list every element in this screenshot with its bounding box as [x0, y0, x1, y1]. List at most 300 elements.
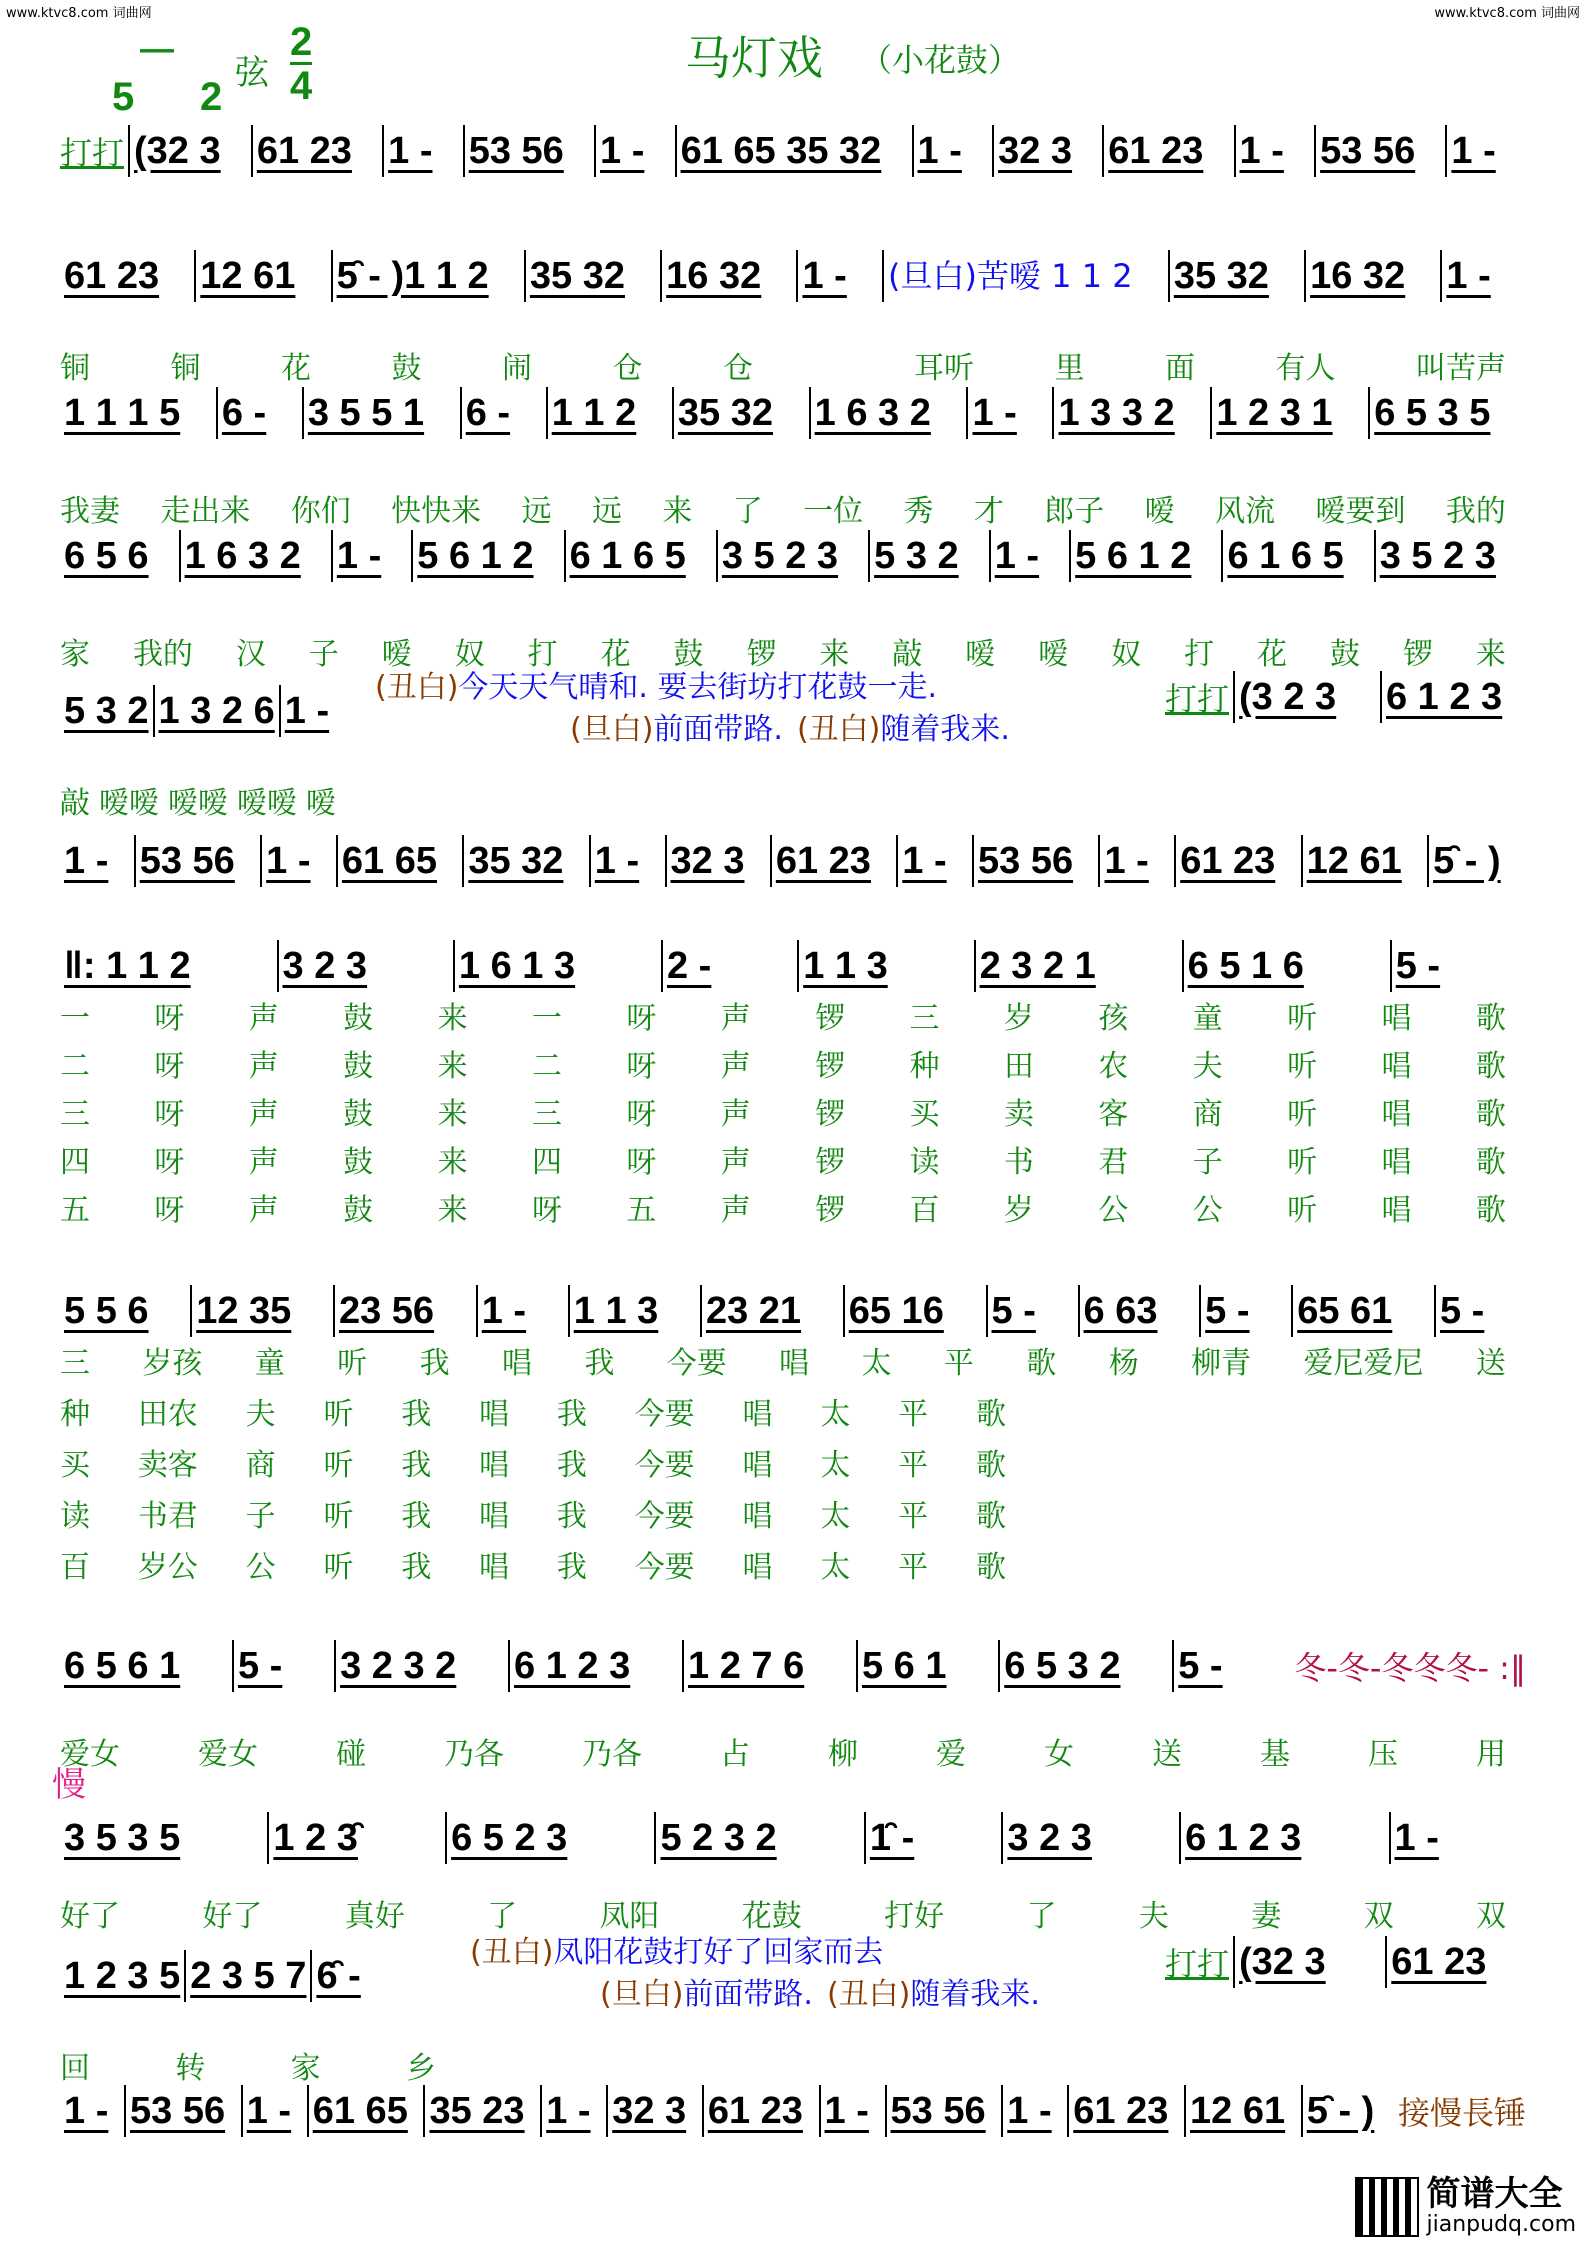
lyric-word: 面 [1165, 351, 1195, 386]
lyric-word: 我的 [132, 637, 193, 672]
lyric-word: 君 [1098, 1145, 1129, 1180]
spoken-cue-measure: (旦白)苦嗳 1 1 2 [882, 250, 1168, 302]
lyric-word: 奴 [454, 637, 485, 672]
measure: 1 1 2 [546, 387, 672, 439]
measure: 1 3 3 2 [1052, 387, 1210, 439]
lyric-word: 今要 [634, 1397, 695, 1432]
lyrics-line [60, 2052, 436, 2086]
dialog-line [570, 713, 1024, 747]
lyric-word: 听 [323, 1550, 354, 1585]
measure: 53 56 [134, 835, 260, 887]
measure: 61 65 [336, 835, 462, 887]
lyric-word: 呀 [626, 1049, 657, 1084]
lyric-word: 声 [720, 1193, 751, 1228]
speaker-label: (丑白) [796, 712, 881, 747]
lyric-word: 听 [1287, 1097, 1318, 1132]
lyric-word: 好了 [60, 1899, 120, 1934]
time-signature-denominator: 4 [290, 64, 313, 108]
measure: 1 - [64, 2090, 109, 2132]
lyric-word: 听 [1287, 1145, 1318, 1180]
dialog-text: 凤阳花鼓打好了回家而去 [553, 1935, 884, 1970]
lyric-word: 杨 [1108, 1346, 1139, 1381]
notation-row [60, 530, 1526, 582]
lyric-word: 唱 [479, 1499, 510, 1534]
lyric-word: 唱 [742, 1448, 773, 1483]
lyrics-line [60, 1551, 1006, 1585]
measure: 1 - [1389, 1812, 1527, 1864]
measure: 1 - [476, 1285, 568, 1337]
measure: 35 32 [462, 835, 588, 887]
lyric-word: 一 [60, 1001, 90, 1036]
lyric-word: 奴 [1111, 637, 1142, 672]
measure: 1 6 3 2 [809, 387, 967, 439]
lyric-word: 里 [1054, 351, 1085, 386]
lyric-word: 夫 [1192, 1049, 1223, 1084]
measure: 5 6 1 2 [411, 530, 563, 582]
lyric-word: 听 [1287, 1049, 1318, 1084]
measure: 53 56 [1314, 125, 1445, 177]
lyric-word: 乡 [405, 2051, 436, 2086]
lyric-word: 锣 [815, 1049, 846, 1084]
tuning-note-a: 5 [112, 75, 135, 119]
notation-row [60, 2085, 1526, 2137]
lyric-word: 听 [323, 1448, 354, 1483]
measure: 1 - [989, 530, 1069, 582]
measure: (3 2 3 [1233, 671, 1380, 723]
lyric-word: 锣 [815, 1145, 846, 1180]
lyric-word: 唱 [742, 1550, 773, 1585]
lyric-word: 家 [60, 637, 90, 672]
lyric-word: 平 [898, 1397, 929, 1432]
lyric-word: 嗳 [965, 637, 996, 672]
dialog-text: 随着我来. [910, 1977, 1040, 2012]
lyric-word: 公 [1098, 1193, 1129, 1228]
notation-row [60, 685, 333, 737]
notation-row [60, 1950, 365, 2002]
measure: 61 65 35 32 [675, 125, 912, 177]
measure: 6 1 2 3 [508, 1640, 682, 1692]
measure: 61 65 [307, 2085, 424, 2137]
lyric-word: 客 [1098, 1097, 1129, 1132]
lyric-word: 真好 [344, 1899, 405, 1934]
notation-row [60, 250, 1526, 302]
notation-row [60, 940, 1526, 992]
lyric-word: 唱 [742, 1397, 773, 1432]
lyric-word: 打 [527, 637, 558, 672]
lyric-word: 双 [1363, 1899, 1394, 1934]
lyric-word: 碰 [336, 1737, 366, 1772]
lyric-word: 打好 [884, 1899, 945, 1934]
lyric-word: 嗳嗳 [237, 786, 297, 821]
measure: 6 5 2 3 [445, 1812, 654, 1864]
lyric-word: 平 [898, 1550, 929, 1585]
lyric-word: 爱尼爱尼 [1303, 1346, 1424, 1381]
speaker-label: (丑白) [375, 670, 459, 705]
lyric-word: 鼓 [343, 1193, 374, 1228]
measure: 35 32 [524, 250, 660, 302]
measure: 6 - [216, 387, 302, 439]
lyrics-line [60, 1050, 1506, 1084]
measure: 1 - [279, 685, 333, 737]
lyric-word: 唱 [742, 1499, 773, 1534]
lyric-word: 卖 [1003, 1097, 1034, 1132]
measure: 6 5 3 2 [998, 1640, 1172, 1692]
lyric-word: 嗳 [1038, 637, 1069, 672]
lyric-word: 我 [401, 1448, 432, 1483]
measure: 6 1 2 3 [1179, 1812, 1388, 1864]
lyric-word: 打 [1184, 637, 1215, 672]
lyric-word: 歌 [1475, 1193, 1506, 1228]
lyric-word: 唱 [479, 1550, 510, 1585]
measure: 1 - [896, 835, 972, 887]
lyric-word: 卖客 [137, 1448, 198, 1483]
lyric-word: 童 [1192, 1001, 1223, 1036]
measure: 61 23 [1385, 1936, 1546, 1988]
measure: 53 56 [972, 835, 1098, 887]
lyric-word: 平 [898, 1448, 929, 1483]
lyric-word: 岁孩 [142, 1346, 203, 1381]
lyrics-line [60, 1900, 1506, 1934]
lyric-word: 敲 [892, 637, 923, 672]
lyric-word: 百 [60, 1550, 90, 1585]
lyric-word: 唱 [1381, 1145, 1412, 1180]
lyrics-line [60, 1098, 1506, 1132]
lyric-word: 嗳 [306, 786, 336, 821]
measure: 3 2 3 [1001, 1812, 1179, 1864]
string-label: 弦 [235, 54, 269, 92]
lyric-word: 一 [531, 1001, 562, 1036]
lyric-word: 声 [248, 1049, 279, 1084]
lyric-word: 种 [909, 1049, 940, 1084]
notation-row [60, 1812, 1526, 1864]
lyric-word: 叫苦声 [1416, 351, 1506, 386]
measure: 1 - [540, 2085, 606, 2137]
lyric-word: 花 [1257, 637, 1287, 672]
lyric-word: 锣 [815, 1001, 846, 1036]
lyric-word: 商 [1192, 1097, 1223, 1132]
measure: 32 3 [992, 125, 1102, 177]
measure: 6 1 6 5 [1221, 530, 1373, 582]
measure: 61 23 [1067, 2085, 1184, 2137]
measure: 5 3 2 [868, 530, 989, 582]
measure: 35 32 [1168, 250, 1304, 302]
lyric-word: 铜 [170, 351, 201, 386]
lyric-word: 百 [909, 1193, 940, 1228]
lyric-word: 平 [943, 1346, 974, 1381]
lyric-word: 四 [60, 1145, 90, 1180]
measure: 5 5 6 [64, 1290, 149, 1332]
measure: 3 5 2 3 [1374, 530, 1526, 582]
lyric-word: 太 [820, 1448, 851, 1483]
lyric-word: 三 [60, 1346, 90, 1381]
lyric-word: 我 [556, 1550, 587, 1585]
lyric-word: 有人 [1275, 351, 1336, 386]
lyric-word: 我 [556, 1397, 587, 1432]
lyric-word: 三 [60, 1097, 90, 1132]
lyric-word: 今要 [634, 1448, 695, 1483]
lyric-word: 听 [1287, 1001, 1318, 1036]
lyric-word: 今要 [634, 1499, 695, 1534]
lyric-word: 乃各 [444, 1737, 504, 1772]
lyric-word: 鼓 [343, 1049, 374, 1084]
measure: 5 - [1172, 1640, 1274, 1692]
measure: 1 - [594, 125, 675, 177]
measure: 5 - [1390, 940, 1526, 992]
lyric-word: 太 [861, 1346, 892, 1381]
lyric-word: 嗳 [381, 637, 412, 672]
lyric-word: 嗳嗳 [99, 786, 159, 821]
lyric-word: 岁 [1003, 1193, 1034, 1228]
measure: 6 5 6 [64, 535, 149, 577]
lyric-word: 歌 [1475, 1049, 1506, 1084]
measure: 12 35 [190, 1285, 333, 1337]
site-logo [1355, 2176, 1576, 2237]
dialog-text: 前面带路. [653, 712, 783, 747]
lyric-word: 仓 [612, 351, 643, 386]
lyric-word: 呀 [626, 1097, 657, 1132]
lyric-word: 来 [437, 1049, 468, 1084]
dialog-text: 今天天气晴和. 要去街坊打花鼓一走. [458, 670, 938, 705]
measure: 5 - [1434, 1285, 1526, 1337]
dialog-line [470, 1936, 883, 1970]
notation-row [1165, 671, 1546, 723]
lyric-word: 读 [60, 1499, 90, 1534]
lyric-word: 我的 [1445, 494, 1506, 529]
measure: 2 3 2 1 [974, 940, 1182, 992]
lyrics-line [60, 1738, 1506, 1772]
lyric-word: 送 [1475, 1346, 1506, 1381]
lyric-word: 听 [323, 1397, 354, 1432]
dialog-line [375, 671, 937, 705]
lyric-word: 来 [437, 1097, 468, 1132]
lyric-word: 鼓 [673, 637, 704, 672]
lyric-word: 送 [1152, 1737, 1182, 1772]
lyrics-line [60, 1347, 1506, 1381]
lyric-word: 今要 [666, 1346, 727, 1381]
lyric-word: 田农 [137, 1397, 198, 1432]
lyrics-line [60, 1449, 1006, 1483]
lyric-word: 一位 [803, 494, 864, 529]
measure: 3 2 3 [277, 940, 453, 992]
lyric-word: 呀 [154, 1097, 185, 1132]
lyric-word: 平 [898, 1499, 929, 1534]
notation-row [60, 125, 1526, 177]
lyric-word: 唱 [1381, 1193, 1412, 1228]
measure: 1 - [1445, 125, 1526, 177]
measure: 3 5 3 5 [64, 1817, 181, 1859]
measure: 1 - [912, 125, 993, 177]
lyric-word: 岁 [1003, 1001, 1034, 1036]
measure: 6 63 [1078, 1285, 1200, 1337]
measure: 2 3 5 7 [184, 1950, 310, 2002]
lyric-word: 唱 [779, 1346, 810, 1381]
measure: 53 56 [885, 2085, 1002, 2137]
drum-cue: 冬-冬-冬冬冬- :‖ [1294, 1649, 1526, 1687]
tempo-marking: 慢 [52, 1765, 86, 1805]
measure: 1 6 1 3 [453, 940, 661, 992]
lyrics-line [60, 1002, 1506, 1036]
measure: 23 56 [333, 1285, 476, 1337]
lyric-word: 我 [556, 1499, 587, 1534]
lyric-word: 凤阳 [599, 1899, 660, 1934]
lyric-word: 商 [245, 1448, 276, 1483]
lyric-word: 歌 [975, 1499, 1006, 1534]
measure: 5̑ - ) [1427, 835, 1526, 887]
measure: 5 - [232, 1640, 334, 1692]
lyric-word: 嗳嗳 [168, 786, 228, 821]
lyric-word: 五 [626, 1193, 657, 1228]
dialog-text: 随着我来. [880, 712, 1010, 747]
measure: 5̑ - ) [1301, 2085, 1390, 2137]
lyric-word: 声 [248, 1145, 279, 1180]
lyric-word: 了 [732, 494, 763, 529]
lyric-word: 我 [401, 1499, 432, 1534]
lyric-word: 我 [556, 1448, 587, 1483]
lyric-word: 来 [1475, 637, 1506, 672]
measure: 1 6 3 2 [179, 530, 331, 582]
lyric-word: 公 [245, 1550, 276, 1585]
lyric-word: 夫 [245, 1397, 276, 1432]
lyric-word: 声 [720, 1049, 751, 1084]
lyric-word: 听 [337, 1346, 368, 1381]
lyric-word: 买 [909, 1097, 940, 1132]
measure: 65 16 [843, 1285, 986, 1337]
lyric-word: 花 [281, 351, 311, 386]
lyric-word: 歌 [975, 1448, 1006, 1483]
speaker-label: (丑白) [826, 1977, 911, 2012]
lyrics-line [60, 638, 1506, 672]
measure: 5 6 1 [856, 1640, 998, 1692]
measure: 5 3 2 [64, 690, 149, 732]
watermark-right: www.ktvc8.com 词曲网 [1434, 6, 1580, 21]
lyric-word: 柳 [828, 1737, 858, 1772]
lyric-word: 转 [175, 2051, 206, 2086]
measure: 1̑ - [864, 1812, 1002, 1864]
lyric-word: 声 [720, 1097, 751, 1132]
lyric-word: 来 [437, 1145, 468, 1180]
lyric-word: 柳青 [1191, 1346, 1252, 1381]
lyric-word: 田 [1003, 1049, 1034, 1084]
lyric-word: 听 [323, 1499, 354, 1534]
measure: 2 - [661, 940, 797, 992]
lyric-word: 嗳 [1144, 494, 1175, 529]
lyric-word: 锣 [815, 1097, 846, 1132]
lyrics-line [60, 352, 1506, 386]
measure: 1 3 2 6 [153, 685, 279, 737]
percussion-cue: 打打 [1165, 680, 1230, 718]
lyric-word: 好了 [202, 1899, 263, 1934]
lyric-word: 唱 [501, 1346, 532, 1381]
lyric-word: 声 [248, 1193, 279, 1228]
lyric-word: 买 [60, 1448, 90, 1483]
measure: 5̑ - )1 1 2 [331, 250, 524, 302]
lyric-word: 岁公 [137, 1550, 198, 1585]
lyric-word: 鼓 [1329, 637, 1360, 672]
dialog-text: 前面带路. [683, 1977, 813, 2012]
lyric-word: 声 [720, 1145, 751, 1180]
lyric-word: 我 [419, 1346, 450, 1381]
lyric-word: 三 [531, 1097, 562, 1132]
lyric-word: 仓 [723, 351, 753, 386]
measure: 1 - [819, 2085, 885, 2137]
measure: 1 - [1098, 835, 1174, 887]
lyric-word: 汉 [235, 637, 266, 672]
lyric-word: 嗳要到 [1315, 494, 1406, 529]
lyric-word: 公 [1192, 1193, 1223, 1228]
measure: 1 - [64, 840, 109, 882]
lyric-word: 花 [600, 637, 631, 672]
lyric-word: 家 [290, 2051, 321, 2086]
lyric-word: 了 [487, 1899, 518, 1934]
lyric-word: 呀 [626, 1145, 657, 1180]
measure: (32 3 [1233, 1936, 1385, 1988]
measure: 61 23 [702, 2085, 819, 2137]
lyric-word: 爱女 [198, 1737, 258, 1772]
measure: 3 5 2 3 [716, 530, 868, 582]
measure: 12 61 [1184, 2085, 1301, 2137]
lyric-word: 子 [1192, 1145, 1223, 1180]
lyric-word: 占 [720, 1737, 750, 1772]
lyrics-line [60, 787, 336, 821]
logo-url: jianpudq.com [1426, 2212, 1576, 2237]
measure: 53 56 [124, 2085, 241, 2137]
lyric-word: 唱 [1381, 1049, 1412, 1084]
lyric-word: 唱 [479, 1448, 510, 1483]
notation-row [60, 387, 1526, 439]
lyric-word: 来 [437, 1193, 468, 1228]
measure: 61 23 [1174, 835, 1300, 887]
measure: 23 21 [700, 1285, 843, 1337]
lyric-word: 花鼓 [741, 1899, 802, 1934]
logo-name: 简谱大全 [1426, 2174, 1563, 2214]
measure: 1 2 3 1 [1210, 387, 1368, 439]
lyric-word: 四 [531, 1145, 562, 1180]
lyric-word: 歌 [1475, 1145, 1506, 1180]
lyric-word: 走出来 [160, 494, 251, 529]
lyric-word: 三 [909, 1001, 940, 1036]
measure: 65 61 [1291, 1285, 1434, 1337]
lyric-word: 敲 [60, 786, 90, 821]
lyric-word: 听 [1287, 1193, 1318, 1228]
lyric-word: 鼓 [343, 1001, 374, 1036]
measure: 3 5 5 1 [302, 387, 460, 439]
lyric-word: 妻 [1251, 1899, 1282, 1934]
lyric-word: 夫 [1138, 1899, 1169, 1934]
measure: 5 2 3 2 [654, 1812, 863, 1864]
lyric-word: 声 [248, 1097, 279, 1132]
lyric-word: 农 [1098, 1049, 1129, 1084]
lyric-word: 书 [1003, 1145, 1034, 1180]
measure: 1 - [1001, 2085, 1067, 2137]
lyrics-line [60, 1398, 1006, 1432]
measure: 1 1 3 [568, 1285, 700, 1337]
lyric-word: 来 [819, 637, 850, 672]
lyric-word: 锣 [746, 637, 777, 672]
lyric-word: 呀 [626, 1001, 657, 1036]
lyric-word: 我 [401, 1397, 432, 1432]
song-subtitle: （小花鼓） [860, 41, 1021, 79]
measure: 6̑ - [310, 1950, 364, 2002]
lyric-word: 郎子 [1044, 494, 1105, 529]
measure: ‖: 1 1 2 [64, 945, 191, 987]
lyric-word: 唱 [1381, 1097, 1412, 1132]
lyric-word: 基 [1260, 1737, 1290, 1772]
measure: 1 1 1 5 [64, 392, 181, 434]
lyric-word: 乃各 [582, 1737, 642, 1772]
lyric-word: 锣 [815, 1193, 846, 1228]
lyric-word: 鼓 [343, 1097, 374, 1132]
lyric-word: 耳听 [914, 351, 974, 386]
